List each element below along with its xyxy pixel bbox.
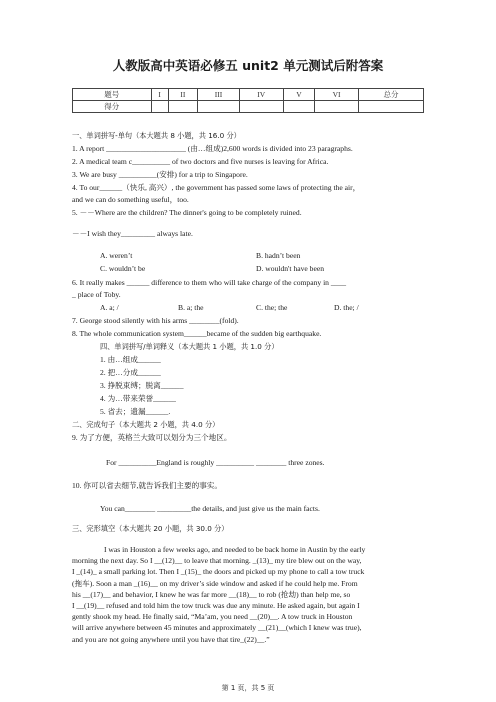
option-c: C. wouldn’t be xyxy=(100,264,146,273)
score-cell xyxy=(168,101,197,113)
question-3: 3. We are busy __________(安排) for a trip to Singapore. xyxy=(72,170,248,179)
section-heading: 一、单词拼写-单句（本大题共 8 小题，共 16.0 分） xyxy=(72,131,241,140)
question-6-cont: _ place of Toby. xyxy=(72,290,121,299)
question-4-cont: and we can do something useful，too. xyxy=(72,195,189,204)
score-cell: II xyxy=(168,89,197,101)
question-1: 1. A report _____________________ (由…组成)2,600 words is divided into 23 paragraphs. xyxy=(72,144,353,153)
list-item: 3. 挣脱束缚；脱离______ xyxy=(100,381,184,390)
score-cell: V xyxy=(283,89,315,101)
question-10-sentence: You can________ _________the details, and just give us the main facts. xyxy=(100,504,320,513)
score-table-score-row xyxy=(73,101,424,113)
score-cell: 题号 xyxy=(73,89,152,101)
passage-line: I _(14)_ a small parking lot. Then I _(15)_ the doors and picked up my phone to call a tow truck xyxy=(72,567,365,577)
option-b: B. a; the xyxy=(178,303,204,312)
question-9-sentence: For __________England is roughly __________ ________ three zones. xyxy=(106,458,325,467)
list-item: 2. 把…分成______ xyxy=(100,368,161,377)
option-a: A. a; / xyxy=(100,303,119,312)
score-cell: VI xyxy=(315,89,359,101)
page-title: 人教版高中英语必修五 unit2 单元测试后附答案 xyxy=(112,58,384,73)
passage-line: I __(19)__ refused and told him the tow truck was due any minute. He asked again, but again I xyxy=(72,601,360,611)
score-cell: 得分 xyxy=(73,101,152,113)
score-cell xyxy=(198,101,240,113)
question-8: 8. The whole communication system______became of the sudden big earthquake. xyxy=(72,329,322,338)
score-cell: 总分 xyxy=(359,89,424,101)
score-cell xyxy=(151,101,168,113)
passage-line: gently shook my head. He finally said, “Ma’am, you need __(20)__. A tow truck in Houston xyxy=(72,612,353,622)
question-4: 4. To our______（快乐, 高兴）, the government has passed some laws of protecting the air， xyxy=(72,183,361,192)
score-table-header-row xyxy=(73,89,424,101)
option-a: A. weren’t xyxy=(100,251,133,260)
list-item: 5. 省去；遗漏______. xyxy=(100,407,171,416)
score-cell xyxy=(239,101,283,113)
score-cell: III xyxy=(198,89,240,101)
passage-line: will arrive anywhere between 45 minutes and approximately __(21)__(which I knew was true), xyxy=(72,623,362,633)
passage-line: (拖车). Soon a man _(16)__ on my driver’s side window and asked if he could help me. From xyxy=(72,578,358,588)
option-c: C. the; the xyxy=(256,303,288,312)
passage-line: morning the next day. So I __(12)__ to leave that morning. _(13)_ my tire blew out on the way, xyxy=(72,556,362,566)
score-cell xyxy=(283,101,315,113)
score-cell xyxy=(315,101,359,113)
passage-line: I was in Houston a few weeks ago, and needed to be back home in Austin by the early xyxy=(104,545,366,554)
section-heading: 二、完成句子（本大题共 2 小题，共 4.0 分） xyxy=(72,420,220,429)
question-5: 5. －－Where are the children? The dinner's going to be completely ruined. xyxy=(72,208,302,217)
cloze-passage xyxy=(72,544,424,645)
question-2: 2. A medical team c__________ of two doctors and five nurses is leaving for Africa. xyxy=(72,157,329,166)
section-heading: 四、单词拼写/单词释义（本大题共 1 小题，共 1.0 分） xyxy=(100,342,279,351)
question-9: 9. 为了方便，英格兰大致可以划分为三个地区。 xyxy=(72,433,232,442)
score-cell: I xyxy=(151,89,168,101)
list-item: 4. 为…带来荣誉______ xyxy=(100,394,176,403)
score-cell: IV xyxy=(239,89,283,101)
question-7: 7. George stood silently with his arms ________(fold). xyxy=(72,316,239,325)
question-10: 10. 你可以省去细节,就告诉我们主要的事实。 xyxy=(72,481,222,490)
passage-line: and you are not going anywhere until you have that tire_(22)__.” xyxy=(72,634,270,644)
score-table xyxy=(72,88,424,113)
section-heading: 三、完形填空（本大题共 20 小题，共 30.0 分） xyxy=(72,524,229,533)
list-item: 1. 由…组成______ xyxy=(100,355,161,364)
passage-line: his __(17)__ and behavior, I knew he was far more __(18)__ to rob (抢劫) than help me, so xyxy=(72,589,351,599)
page-footer: 第 1 页，共 5 页 xyxy=(221,684,275,692)
question-5-cont: －－I wish they_________ always late. xyxy=(72,229,193,238)
question-6: 6. It really makes ______ difference to them who will take charge of the company in ____ xyxy=(72,278,347,287)
score-cell xyxy=(359,101,424,113)
option-d: D. wouldn't have been xyxy=(256,264,325,273)
option-b: B. hadn’t been xyxy=(256,251,301,260)
option-d: D. the; / xyxy=(334,303,359,312)
